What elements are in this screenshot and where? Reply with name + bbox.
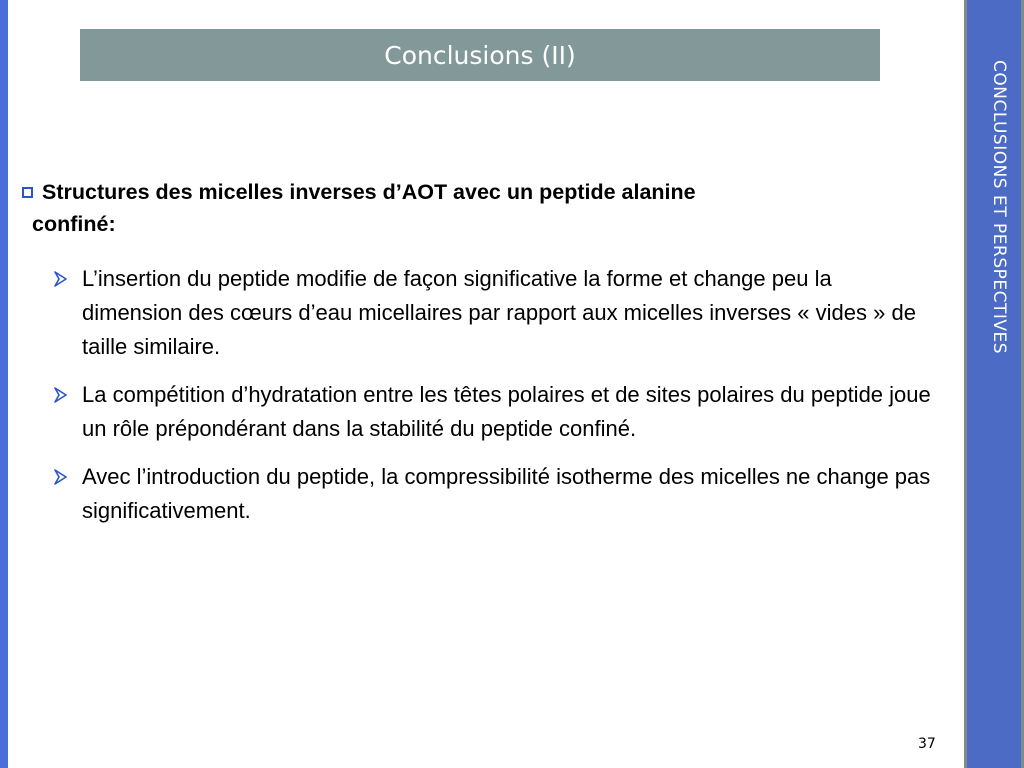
arrow-bullet-icon	[54, 270, 68, 288]
slide-title: Conclusions (II)	[384, 40, 576, 70]
bullet-list	[54, 262, 934, 542]
heading-line-2: confiné:	[32, 212, 116, 236]
bullet-text: Avec l’introduction du peptide, la compressibilité isotherme des micelles ne change pas significativement.	[82, 464, 931, 523]
bullet-text: L’insertion du peptide modifie de façon significative la forme et change peu la dimension des cœurs d’eau micellaires par rapport aux micelles inverses « vides » de taille similaire.	[82, 266, 916, 359]
arrow-bullet-icon	[54, 386, 68, 404]
page-number: 37	[918, 736, 936, 752]
bullet-item	[54, 378, 934, 446]
side-section-label: CONCLUSIONS ET PERSPECTIVES	[989, 60, 1009, 355]
heading-line-1: Structures des micelles inverses d’AOT avec un peptide alanine	[42, 180, 696, 204]
bullet-text: La compétition d’hydratation entre les têtes polaires et de sites polaires du peptide joue un rôle prépondérant dans la stabilité du peptide confiné.	[82, 382, 931, 441]
hollow-square-icon	[22, 187, 33, 198]
title-bar	[80, 29, 880, 81]
bullet-item	[54, 262, 934, 364]
side-panel	[964, 0, 1024, 768]
arrow-bullet-icon	[54, 468, 68, 486]
bullet-item	[54, 460, 934, 528]
section-heading	[22, 176, 942, 240]
